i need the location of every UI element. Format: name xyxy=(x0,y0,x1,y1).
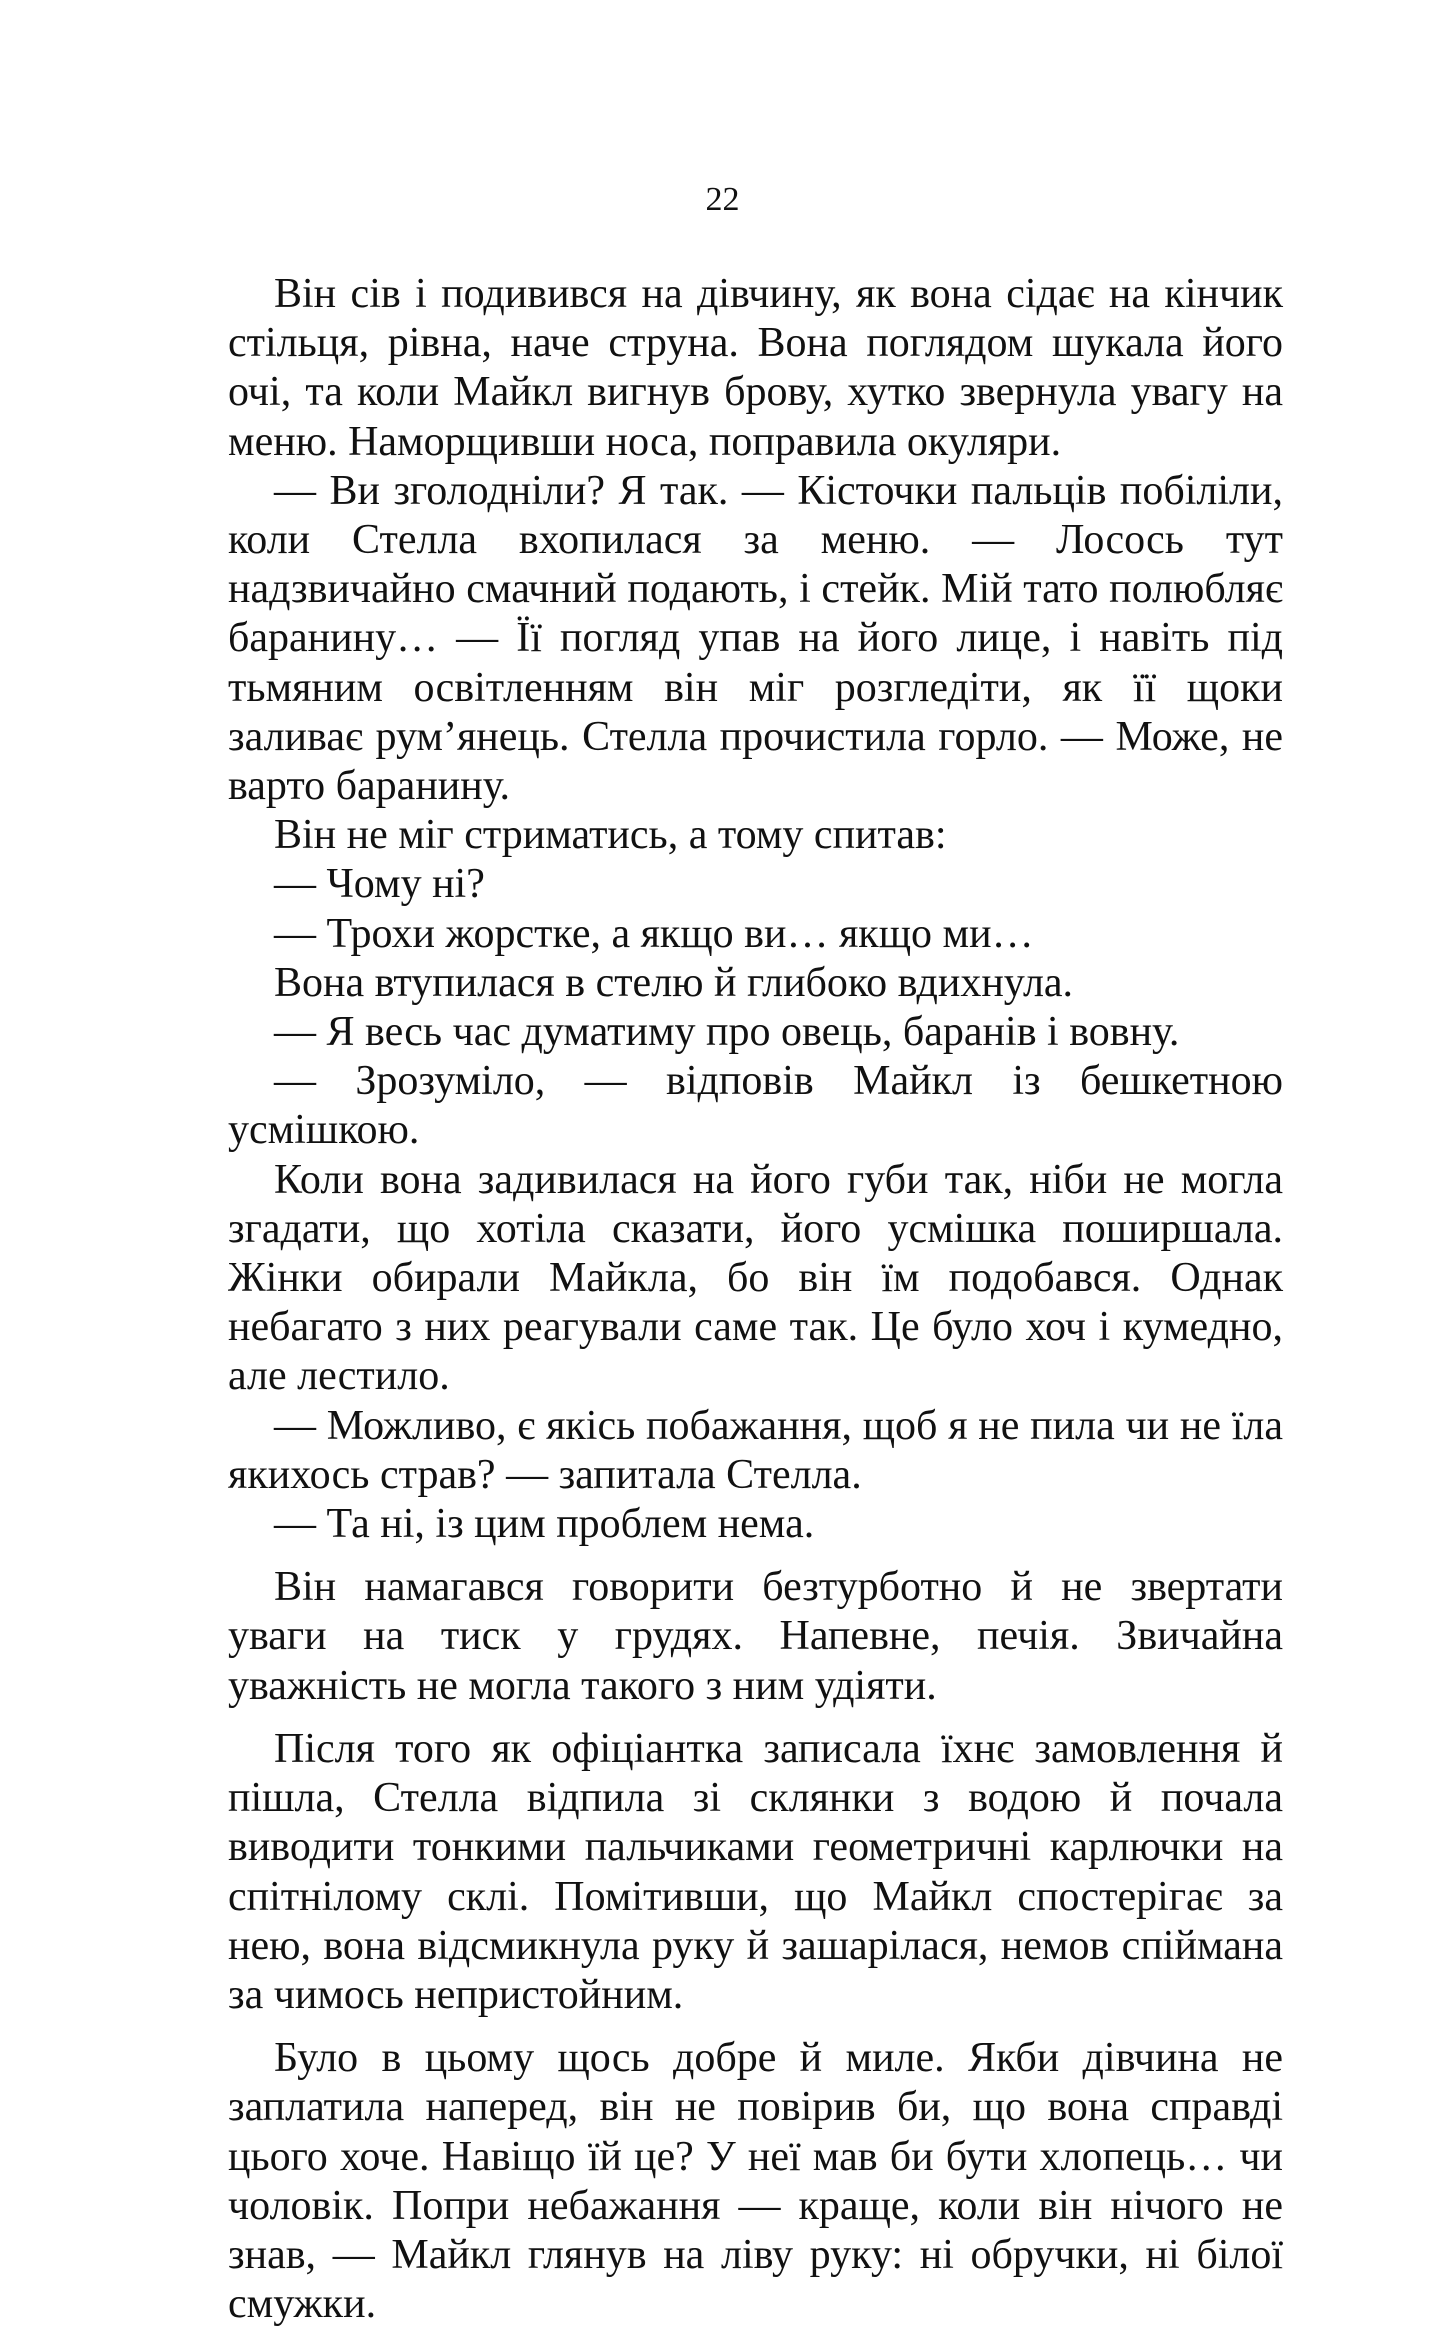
paragraph: Він сів і подивився на дівчину, як вона сідає на кінчик стільця, рівна, наче струна. Вона поглядом шукала його очі, та коли Майкл вигнув брову, хутко звернула увагу на меню. Наморщивши носа, поправила окуляри. xyxy=(228,271,1283,465)
paragraph: Коли вона задивилася на його губи так, ніби не могла згадати, що хотіла сказати, його усмішка поширшала. Жінки обирали Майкла, бо він їм подобався. Однак небагато з них реагували саме так. Це було хоч і кумедно, але лестило. xyxy=(228,1156,1283,1400)
body-text xyxy=(228,270,1283,2329)
paragraph: — Та ні, із цим проблем нема. xyxy=(274,1501,815,1548)
paragraph: Він не міг стриматись, а тому спитав: xyxy=(274,812,947,859)
paragraph: — Зрозуміло, — відповів Майкл із бешкетною усмішкою. xyxy=(228,1058,1283,1154)
paragraph: Після того як офіціантка записала їхнє замовлення й пішла, Стелла відпила зі склянки з водою й почала виводити тонкими пальчиками геометричні карлючки на спітнілому склі. Помітивши, що Майкл спостерігає за нею, вона відсмикнула руку й зашарілася, немов спіймана за чимось непристойним. xyxy=(228,1725,1283,2018)
paragraph: Вона втупилася в стелю й глибоко вдихнула. xyxy=(274,959,1074,1006)
paragraph: Було в цьому щось добре й миле. Якби дівчина не заплатила наперед, він не повірив би, що вона справді цього хоче. Навіщо їй це? У неї мав би бути хлопець… чи чоловік. Попри небажання — краще, коли він нічого не знав, — Майкл глянув на ліву руку: ні обручки, ні білої смужки. xyxy=(228,2035,1283,2328)
page-number: 22 xyxy=(705,181,740,218)
paragraph: — Я весь час думатиму про овець, баранів і вовну. xyxy=(274,1009,1180,1056)
paragraph: — Можливо, є якісь побажання, щоб я не пила чи не їла якихось страв? — запитала Стелла. xyxy=(228,1402,1283,1498)
paragraph: — Ви зголодніли? Я так. — Кісточки пальців побіліли, коли Стелла вхопилася за меню. — Лосось тут надзвичайно смачний подають, і стейк. Мій тато полюбляє баранину… — Її погляд упав на його лице, і навіть під тьмяним освітленням він міг розгледіти, як її щоки заливає рум’янець. Стелла прочистила горло. — Може, не варто баранину. xyxy=(228,467,1283,810)
paragraph: — Трохи жорстке, а якщо ви… якщо ми… xyxy=(274,910,1034,957)
paragraph: — Чому ні? xyxy=(274,861,485,908)
paragraph: Він намагався говорити безтурботно й не звертати уваги на тиск у грудях. Напевне, печія. Звичайна уважність не могла такого з ним удіяти. xyxy=(228,1564,1283,1709)
